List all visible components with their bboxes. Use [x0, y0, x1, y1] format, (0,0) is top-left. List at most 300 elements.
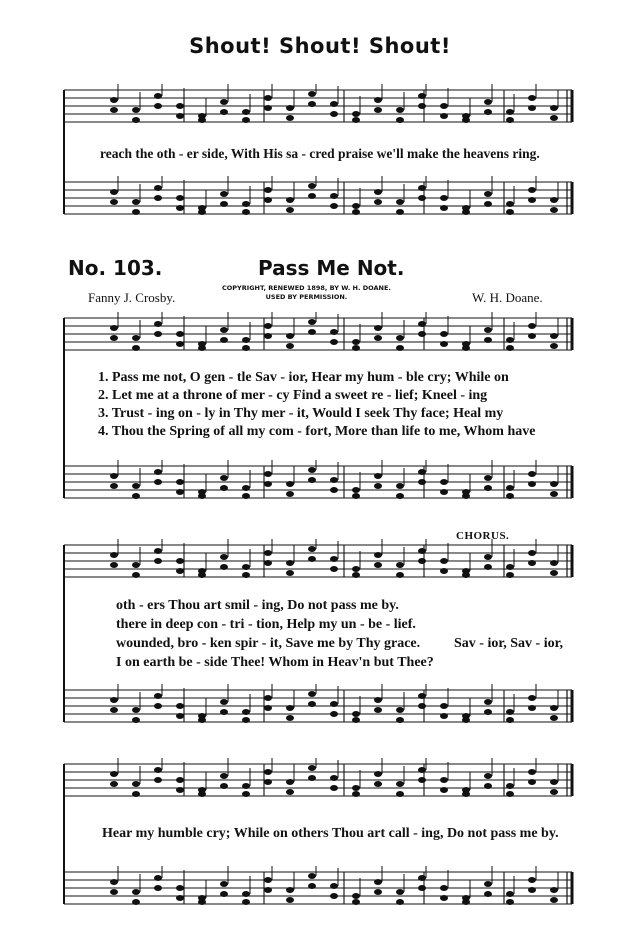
note-head — [132, 117, 140, 123]
note-head — [396, 335, 404, 341]
note-head — [330, 329, 338, 335]
note-head — [484, 337, 492, 343]
note-head — [440, 479, 448, 485]
note-head — [242, 564, 250, 570]
note-head — [242, 117, 250, 123]
note-head — [396, 707, 404, 713]
note-head — [110, 483, 118, 489]
note-head — [264, 333, 272, 339]
note-head — [440, 713, 448, 719]
note-head — [220, 327, 228, 333]
note-head — [528, 779, 536, 785]
note-head — [440, 195, 448, 201]
note-head — [374, 199, 382, 205]
note-head — [550, 887, 558, 893]
note-head — [374, 771, 382, 777]
note-head — [154, 331, 162, 337]
note-head — [154, 479, 162, 485]
note-head — [154, 875, 162, 881]
note-head — [154, 103, 162, 109]
note-head — [264, 550, 272, 556]
note-head — [352, 345, 360, 351]
note-head — [330, 775, 338, 781]
note-head — [110, 771, 118, 777]
note-head — [352, 203, 360, 209]
note-head — [286, 207, 294, 213]
hymn-title: Pass Me Not. — [258, 256, 405, 280]
note-head — [506, 337, 514, 343]
note-head — [154, 703, 162, 709]
note-head — [550, 207, 558, 213]
note-head — [220, 773, 228, 779]
note-head — [132, 345, 140, 351]
chorus-label: CHORUS. — [456, 530, 510, 542]
note-head — [308, 319, 316, 325]
note-head — [176, 195, 184, 201]
note-head — [440, 568, 448, 574]
note-head — [550, 491, 558, 497]
note-head — [242, 209, 250, 215]
note-head — [528, 197, 536, 203]
note-head — [264, 705, 272, 711]
note-head — [528, 695, 536, 701]
note-head — [242, 493, 250, 499]
note-head — [550, 789, 558, 795]
note-head — [264, 560, 272, 566]
note-head — [132, 717, 140, 723]
note-head — [330, 203, 338, 209]
note-head — [440, 205, 448, 211]
note-head — [308, 701, 316, 707]
note-head — [264, 187, 272, 193]
note-head — [264, 197, 272, 203]
note-head — [506, 493, 514, 499]
note-head — [176, 489, 184, 495]
note-head — [242, 709, 250, 715]
note-head — [396, 889, 404, 895]
note-head — [154, 885, 162, 891]
note-head — [242, 201, 250, 207]
note-head — [506, 899, 514, 905]
note-head — [330, 556, 338, 562]
chorus-lyric-line: Hear my humble cry; While on others Thou art call - ing, Do not pass me by. — [102, 826, 559, 841]
note-head — [132, 209, 140, 215]
section-title: Shout! Shout! Shout! — [189, 34, 451, 58]
note-head — [484, 699, 492, 705]
note-head — [506, 485, 514, 491]
note-head — [374, 889, 382, 895]
note-head — [374, 473, 382, 479]
note-head — [440, 558, 448, 564]
note-head — [308, 765, 316, 771]
note-head — [462, 572, 470, 578]
note-head — [418, 469, 426, 475]
note-head — [418, 875, 426, 881]
note-head — [242, 572, 250, 578]
note-head — [264, 105, 272, 111]
note-head — [110, 473, 118, 479]
note-head — [462, 345, 470, 351]
note-head — [242, 891, 250, 897]
note-head — [242, 337, 250, 343]
note-head — [352, 111, 360, 117]
note-head — [528, 877, 536, 883]
note-head — [418, 103, 426, 109]
note-head — [110, 697, 118, 703]
note-head — [220, 554, 228, 560]
note-head — [330, 111, 338, 117]
note-head — [308, 546, 316, 552]
note-head — [264, 769, 272, 775]
copyright-line-2: USED BY PERMISSION. — [265, 293, 348, 301]
note-head — [264, 877, 272, 883]
note-head — [176, 787, 184, 793]
note-head — [418, 703, 426, 709]
note-head — [154, 93, 162, 99]
note-head — [154, 469, 162, 475]
note-head — [396, 899, 404, 905]
note-head — [110, 552, 118, 558]
note-head — [550, 715, 558, 721]
note-head — [440, 787, 448, 793]
note-head — [418, 185, 426, 191]
note-head — [220, 99, 228, 105]
note-head — [176, 895, 184, 901]
note-head — [330, 883, 338, 889]
note-head — [308, 183, 316, 189]
note-head — [528, 705, 536, 711]
note-head — [330, 566, 338, 572]
note-head — [132, 707, 140, 713]
note-head — [484, 475, 492, 481]
note-head — [330, 477, 338, 483]
note-head — [308, 477, 316, 483]
note-head — [506, 572, 514, 578]
note-head — [286, 887, 294, 893]
note-head — [330, 193, 338, 199]
note-head — [440, 895, 448, 901]
note-head — [220, 564, 228, 570]
note-head — [528, 769, 536, 775]
note-head — [418, 885, 426, 891]
note-head — [110, 199, 118, 205]
note-head — [286, 343, 294, 349]
note-head — [198, 572, 206, 578]
note-head — [286, 715, 294, 721]
note-head — [242, 717, 250, 723]
verse-1-line-2: oth - ers Thou art smil - ing, Do not pass me by. — [116, 598, 399, 613]
note-head — [264, 323, 272, 329]
note-head — [286, 333, 294, 339]
note-head — [154, 195, 162, 201]
note-head — [176, 331, 184, 337]
note-head — [396, 562, 404, 568]
note-head — [550, 481, 558, 487]
note-head — [110, 189, 118, 195]
note-head — [264, 695, 272, 701]
note-head — [528, 560, 536, 566]
note-head — [506, 209, 514, 215]
note-head — [110, 335, 118, 341]
note-head — [374, 325, 382, 331]
note-head — [462, 117, 470, 123]
note-head — [154, 548, 162, 554]
note-head — [242, 485, 250, 491]
note-head — [176, 205, 184, 211]
note-head — [330, 785, 338, 791]
note-head — [286, 560, 294, 566]
verse-1-line-1: 1. Pass me not, O gen - tle Sav - ior, Hear my hum - ble cry; While on — [98, 370, 509, 385]
note-head — [330, 339, 338, 345]
note-head — [308, 193, 316, 199]
note-head — [220, 881, 228, 887]
note-head — [528, 105, 536, 111]
note-head — [308, 775, 316, 781]
note-head — [550, 705, 558, 711]
note-head — [220, 699, 228, 705]
note-head — [352, 893, 360, 899]
note-head — [242, 791, 250, 797]
note-head — [308, 101, 316, 107]
note-head — [418, 331, 426, 337]
note-head — [352, 791, 360, 797]
note-head — [132, 493, 140, 499]
note-head — [506, 117, 514, 123]
note-head — [352, 117, 360, 123]
note-head — [418, 479, 426, 485]
note-head — [440, 103, 448, 109]
note-head — [374, 552, 382, 558]
note-head — [154, 558, 162, 564]
note-head — [198, 791, 206, 797]
note-head — [484, 99, 492, 105]
note-head — [462, 209, 470, 215]
note-head — [506, 717, 514, 723]
note-head — [484, 783, 492, 789]
note-head — [308, 467, 316, 473]
note-head — [242, 109, 250, 115]
hymn-number: No. 103. — [68, 256, 163, 280]
note-head — [242, 899, 250, 905]
note-head — [352, 487, 360, 493]
note-head — [374, 781, 382, 787]
note-head — [484, 709, 492, 715]
note-head — [264, 95, 272, 101]
note-head — [506, 109, 514, 115]
note-head — [374, 189, 382, 195]
note-head — [132, 781, 140, 787]
verse-3-line-2: wounded, bro - ken spir - it, Save me by Thy grace. — [116, 636, 421, 651]
note-head — [132, 572, 140, 578]
note-head — [506, 783, 514, 789]
note-head — [418, 767, 426, 773]
note-head — [462, 717, 470, 723]
note-head — [418, 548, 426, 554]
note-head — [374, 562, 382, 568]
note-head — [550, 333, 558, 339]
note-head — [330, 701, 338, 707]
note-head — [396, 199, 404, 205]
note-head — [154, 767, 162, 773]
note-head — [132, 483, 140, 489]
note-head — [528, 323, 536, 329]
note-head — [220, 709, 228, 715]
note-head — [220, 109, 228, 115]
note-head — [286, 105, 294, 111]
note-head — [550, 105, 558, 111]
note-head — [418, 777, 426, 783]
note-head — [462, 791, 470, 797]
verse-2-line-1: 2. Let me at a throne of mer - cy Find a sweet re - lief; Kneel - ing — [98, 388, 488, 403]
note-head — [462, 493, 470, 499]
note-head — [440, 703, 448, 709]
note-head — [286, 897, 294, 903]
note-head — [440, 777, 448, 783]
note-head — [506, 345, 514, 351]
note-head — [308, 873, 316, 879]
verse-2-line-2: there in deep con - tri - tion, Help my un - be - lief. — [116, 617, 416, 632]
note-head — [176, 113, 184, 119]
note-head — [220, 191, 228, 197]
note-head — [506, 564, 514, 570]
note-head — [352, 717, 360, 723]
note-head — [110, 889, 118, 895]
note-head — [396, 791, 404, 797]
note-head — [110, 879, 118, 885]
note-head — [264, 481, 272, 487]
note-head — [396, 781, 404, 787]
note-head — [352, 899, 360, 905]
note-head — [132, 562, 140, 568]
note-head — [198, 493, 206, 499]
note-head — [352, 209, 360, 215]
note-head — [176, 777, 184, 783]
shout-lyric-line: reach the oth - er side, With His sa - cred praise we'll make the heavens ring. — [100, 146, 540, 161]
note-head — [110, 562, 118, 568]
note-head — [484, 485, 492, 491]
note-head — [264, 887, 272, 893]
note-head — [286, 491, 294, 497]
note-head — [440, 885, 448, 891]
note-head — [550, 570, 558, 576]
note-head — [198, 899, 206, 905]
note-head — [396, 493, 404, 499]
note-head — [550, 115, 558, 121]
note-head — [528, 481, 536, 487]
note-head — [308, 883, 316, 889]
note-head — [506, 709, 514, 715]
note-head — [132, 335, 140, 341]
note-head — [374, 483, 382, 489]
note-head — [484, 891, 492, 897]
note-head — [352, 785, 360, 791]
note-head — [154, 777, 162, 783]
note-head — [242, 783, 250, 789]
note-head — [330, 711, 338, 717]
note-head — [374, 697, 382, 703]
note-head — [462, 899, 470, 905]
note-head — [154, 185, 162, 191]
note-head — [286, 481, 294, 487]
note-head — [110, 707, 118, 713]
note-head — [176, 568, 184, 574]
note-head — [484, 881, 492, 887]
note-head — [220, 891, 228, 897]
note-head — [308, 91, 316, 97]
note-head — [440, 113, 448, 119]
note-head — [418, 195, 426, 201]
note-head — [374, 335, 382, 341]
note-head — [286, 789, 294, 795]
note-head — [198, 209, 206, 215]
note-head — [440, 331, 448, 337]
note-head — [286, 570, 294, 576]
note-head — [330, 487, 338, 493]
note-head — [330, 101, 338, 107]
note-head — [374, 107, 382, 113]
note-head — [154, 693, 162, 699]
note-head — [440, 341, 448, 347]
note-head — [132, 107, 140, 113]
note-head — [506, 791, 514, 797]
note-head — [286, 197, 294, 203]
note-head — [330, 893, 338, 899]
note-head — [132, 899, 140, 905]
note-head — [220, 337, 228, 343]
note-head — [220, 783, 228, 789]
note-head — [418, 93, 426, 99]
hymn-composer: W. H. Doane. — [472, 290, 543, 305]
note-head — [550, 343, 558, 349]
copyright-line-1: COPYRIGHT, RENEWED 1898, BY W. H. DOANE. — [222, 284, 391, 292]
note-head — [418, 321, 426, 327]
note-head — [132, 889, 140, 895]
note-head — [242, 345, 250, 351]
note-head — [286, 705, 294, 711]
note-head — [308, 329, 316, 335]
note-head — [286, 115, 294, 121]
note-head — [110, 107, 118, 113]
note-head — [132, 199, 140, 205]
note-head — [528, 887, 536, 893]
note-head — [154, 321, 162, 327]
note-head — [352, 493, 360, 499]
note-head — [264, 471, 272, 477]
note-head — [176, 885, 184, 891]
note-head — [484, 201, 492, 207]
note-head — [396, 483, 404, 489]
note-head — [550, 197, 558, 203]
note-head — [110, 97, 118, 103]
note-head — [484, 191, 492, 197]
note-head — [198, 117, 206, 123]
note-head — [506, 891, 514, 897]
note-head — [220, 475, 228, 481]
note-head — [418, 693, 426, 699]
note-head — [198, 717, 206, 723]
note-head — [396, 107, 404, 113]
verse-3-line-1: 3. Trust - ing on - ly in Thy mer - it, Would I seek Thy face; Heal my — [98, 406, 504, 421]
note-head — [374, 97, 382, 103]
note-head — [550, 779, 558, 785]
note-head — [528, 95, 536, 101]
note-head — [528, 187, 536, 193]
note-head — [396, 209, 404, 215]
note-head — [506, 201, 514, 207]
note-head — [286, 779, 294, 785]
note-head — [418, 558, 426, 564]
note-head — [528, 333, 536, 339]
